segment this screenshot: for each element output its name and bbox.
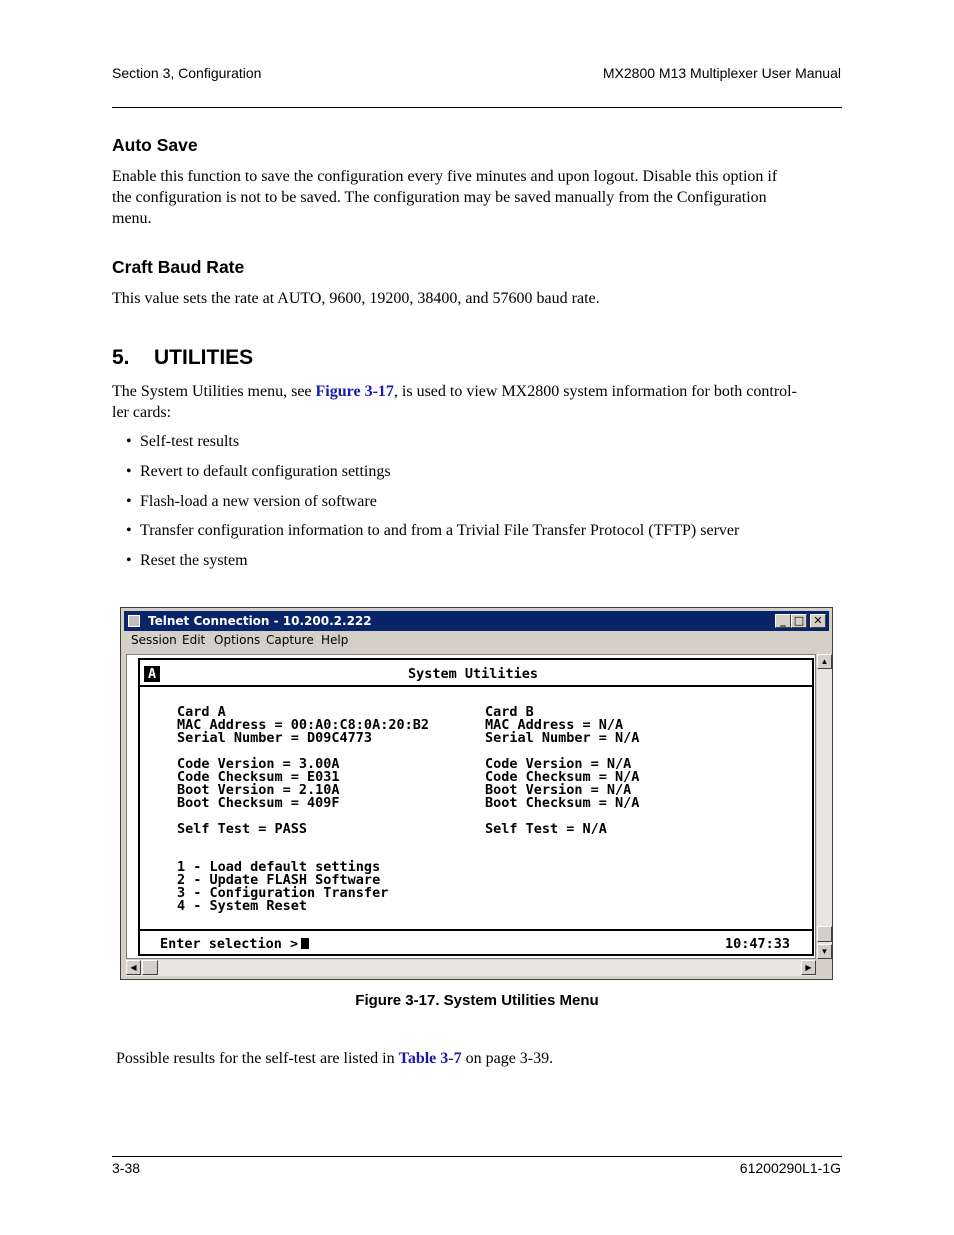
page-number: 3-38 — [112, 1160, 141, 1176]
horizontal-scroll-thumb[interactable] — [142, 960, 158, 975]
utilities-intro — [112, 381, 844, 423]
text-cursor — [301, 938, 309, 949]
vertical-scrollbar[interactable] — [817, 654, 832, 959]
close-button[interactable]: ✕ — [810, 614, 826, 628]
option-update-flash[interactable]: 2 - Update FLASH Software — [177, 872, 381, 888]
horizontal-scrollbar[interactable] — [126, 960, 816, 976]
craft-baud-heading: Craft Baud Rate — [112, 257, 245, 277]
menu-help[interactable]: Help — [321, 633, 349, 647]
scroll-right-icon[interactable]: ▶ — [801, 960, 816, 975]
bullet-item: • Revert to default configuration settings — [126, 463, 391, 480]
clock-time: 10:47:33 — [725, 936, 791, 952]
card-a-boot-checksum: Boot Checksum = 409F — [177, 795, 340, 811]
option-load-defaults[interactable]: 1 - Load default settings — [177, 859, 381, 875]
card-b-code-version: Code Version = N/A — [485, 756, 632, 772]
table-link[interactable]: Table 3-7 — [398, 1050, 462, 1067]
intro-text-line-2: ler cards: — [112, 404, 172, 421]
figure-caption: Figure 3-17. System Utilities Menu — [355, 992, 599, 1009]
selection-prompt[interactable]: Enter selection > — [160, 938, 309, 951]
window-title: Telnet Connection - 10.200.2.222 — [148, 614, 372, 628]
card-b-self-test: Self Test = N/A — [485, 821, 607, 837]
scroll-left-icon[interactable]: ◀ — [126, 960, 141, 975]
menu-session[interactable]: Session — [131, 633, 177, 647]
telnet-app-icon — [128, 615, 140, 627]
scroll-down-icon[interactable]: ▼ — [817, 944, 832, 959]
intro-text-post: , is used to view MX2800 system information for both control- — [393, 383, 797, 400]
menu-capture[interactable]: Capture — [266, 633, 314, 647]
terminal-screen — [138, 658, 814, 956]
section-number: 5. — [112, 346, 130, 369]
bullet-item: • Flash-load a new version of software — [126, 493, 377, 510]
window-titlebar[interactable] — [124, 611, 829, 631]
telnet-window — [120, 607, 833, 980]
figure-link[interactable]: Figure 3-17 — [315, 383, 394, 400]
header-manual-title: MX2800 M13 Multiplexer User Manual — [602, 65, 841, 81]
auto-save-line-3: menu. — [112, 210, 152, 227]
vertical-scroll-thumb[interactable] — [817, 926, 832, 942]
card-b-boot-checksum: Boot Checksum = N/A — [485, 795, 640, 811]
title-divider — [140, 685, 812, 687]
self-test-results-text: Possible results for the self-test are listed in Table 3-7 on page 3-39. — [116, 1050, 554, 1067]
card-a-code-version: Code Version = 3.00A — [177, 756, 340, 772]
craft-baud-text: This value sets the rate at AUTO, 9600, 19200, 38400, and 57600 baud rate. — [112, 290, 600, 307]
card-a-code-checksum: Code Checksum = E031 — [177, 769, 340, 785]
auto-save-text — [112, 166, 844, 229]
card-b-code-checksum: Code Checksum = N/A — [485, 769, 640, 785]
option-config-transfer[interactable]: 3 - Configuration Transfer — [177, 885, 389, 901]
terminal-area[interactable] — [126, 654, 816, 959]
header-section: Section 3, Configuration — [112, 65, 262, 81]
menu-edit[interactable]: Edit — [182, 633, 206, 647]
header-rule — [112, 107, 842, 108]
scroll-up-icon[interactable]: ▲ — [817, 654, 832, 669]
auto-save-heading: Auto Save — [112, 135, 198, 155]
card-b-boot-version: Boot Version = N/A — [485, 782, 632, 798]
card-a-self-test: Self Test = PASS — [177, 821, 308, 837]
menu-options[interactable]: Options — [214, 633, 261, 647]
card-b-serial: Serial Number = N/A — [485, 730, 640, 746]
card-tag: A — [144, 668, 160, 681]
document-number: 61200290L1-1G — [739, 1160, 841, 1176]
bullet-item: • Transfer configuration information to and from a Trivial File Transfer Protocol (TFTP) server — [126, 522, 740, 539]
card-a-mac: MAC Address = 00:A0:C8:0A:20:B2 — [177, 717, 429, 733]
auto-save-line-2: the configuration is not to be saved. The configuration may be saved manually from the Configuration — [112, 189, 767, 206]
maximize-button[interactable]: □ — [791, 614, 807, 628]
minimize-button[interactable]: _ — [775, 614, 791, 628]
card-b-label: Card B — [485, 704, 534, 720]
bullet-item: • Reset the system — [126, 552, 248, 569]
card-a-label: Card A — [177, 704, 226, 720]
utilities-heading: UTILITIES — [154, 346, 254, 369]
card-a-boot-version: Boot Version = 2.10A — [177, 782, 340, 798]
card-b-mac: MAC Address = N/A — [485, 717, 624, 733]
card-a-serial: Serial Number = D09C4773 — [177, 730, 373, 746]
prompt-divider — [140, 929, 812, 931]
footer-rule — [112, 1156, 842, 1157]
intro-text-pre: The System Utilities menu, see — [112, 383, 316, 400]
terminal-title: System Utilities — [408, 666, 539, 682]
bullet-item: • Self-test results — [126, 433, 240, 450]
option-system-reset[interactable]: 4 - System Reset — [177, 898, 308, 914]
auto-save-line-1: Enable this function to save the configuration every five minutes and upon logout. Disable this option if — [112, 168, 778, 185]
